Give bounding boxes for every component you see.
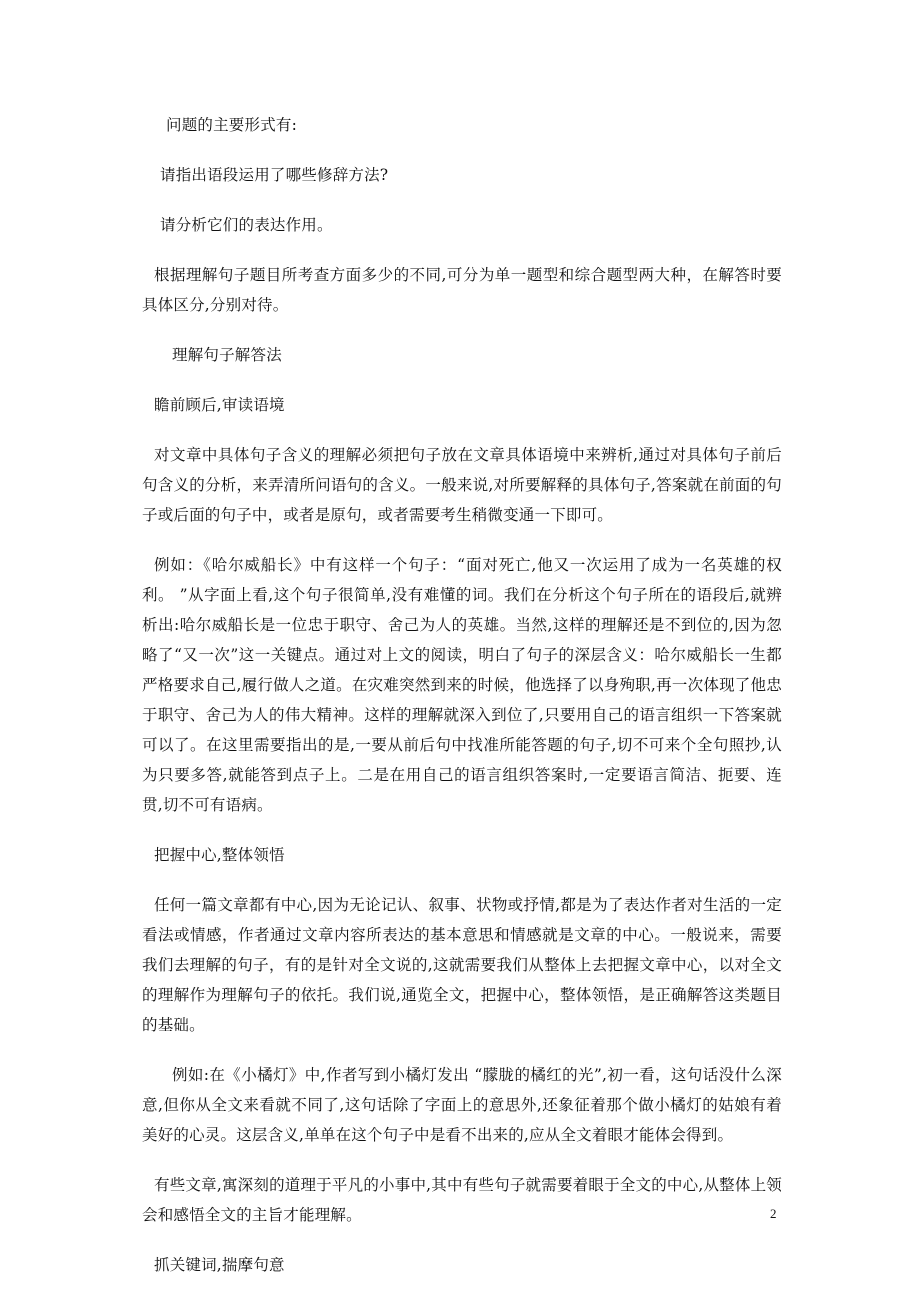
- subheading-grasp-center: 把握中心,整体领悟: [154, 846, 285, 864]
- paragraph-deep-meaning: 有些文章,寓深刻的道理于平凡的小事中,其中有些句子就需要着眼于全文的中心,从整体上领会和感悟全文的主旨才能理解。: [142, 1176, 782, 1224]
- paragraph-example-captain: 例如：《哈尔威船长》中有这样一个句子：“面对死亡,他又一次运用了成为一名英雄的权利。 ”从字面上看,这个句子很简单,没有难懂的词。我们在分析这个句子所在的语段后,就辨析出:哈尔威船长是一位忠于职守、舍己为人的英雄。当然,这样的理解还是不到位的,因为忽略了“又一次”这一关键点。通过对上文的阅读，明白了句子的深层含义：哈尔威船长一生都严格要求自己,履行做人之道。在灾难突然到来的时候，他选择了以身殉职,再一次体现了他忠于职守、舍己为人的伟大精神。这样的理解就深入到位了,只要用自己的语言组织一下答案就可以了。在这里需要指出的是,一要从前后句中找准所能答题的句子,切不可来个全句照抄,认为只要多答,就能答到点子上。二是在用自己的语言组织答案时,一定要语言简洁、扼要、连贯,切不可有语病。: [142, 556, 782, 814]
- subheading-key-words: 抓关键词,揣摩句意: [154, 1256, 285, 1274]
- paragraph-context-explanation: 对文章中具体句子含义的理解必须把句子放在文章具体语境中来辨析,通过对具体句子前后句含义的分析，来弄清所问语句的含义。一般来说,对所要解释的具体句子,答案就在前面的句子或后面的句子中，或者是原句，或者需要考生稍微变通一下即可。: [142, 446, 782, 524]
- paragraph-question-types: 根据理解句子题目所考查方面多少的不同,可分为单一题型和综合题型两大种，在解答时要具体区分,分别对待。: [142, 266, 782, 314]
- paragraph-expression-question: 请分析它们的表达作用。: [160, 216, 333, 234]
- paragraph-center-explanation: 任何一篇文章都有中心,因为无论记认、叙事、状物或抒情,都是为了表达作者对生活的一定看法或情感，作者通过文章内容所表达的基本意思和情感就是文章的中心。一般说来，需要我们去理解的句子，有的是针对全文说的,这就需要我们从整体上去把握文章中心，以对全文的理解作为理解句子的依托。我们说,通览全文，把握中心，整体领悟，是正确解答这类题目的基础。: [142, 896, 782, 1034]
- paragraph-question-forms: 问题的主要形式有:: [166, 116, 298, 134]
- subheading-context: 瞻前顾后,审读语境: [154, 396, 285, 414]
- section-heading-methods: 理解句子解答法: [172, 346, 282, 364]
- page-number: 2: [770, 1206, 777, 1221]
- page-body: [142, 110, 782, 1300]
- paragraph-example-orange-lamp: 例如:在《小橘灯》中,作者写到小橘灯发出 “朦胧的橘红的光”,初一看，这句话没什么深意,但你从全文来看就不同了,这句话除了字面上的意思外,还象征着那个做小橘灯的姑娘有着美好的心灵。这层含义,单单在这个句子中是看不出来的,应从全文着眼才能体会得到。: [142, 1066, 782, 1144]
- paragraph-rhetoric-question: 请指出语段运用了哪些修辞方法?: [160, 166, 389, 184]
